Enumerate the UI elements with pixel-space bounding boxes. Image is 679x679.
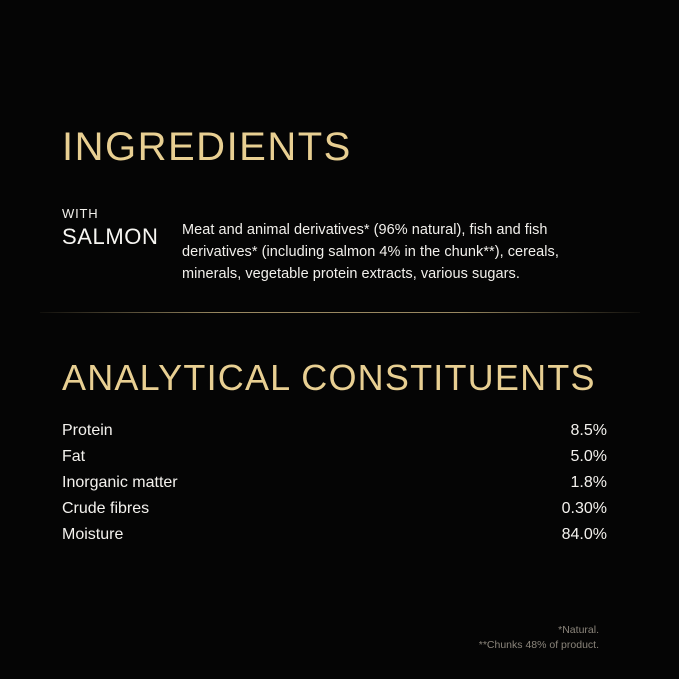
constituent-row: [62, 496, 607, 522]
constituent-value: 5.0%: [570, 448, 607, 465]
variant-block: [62, 204, 182, 250]
ingredients-heading: INGREDIENTS: [62, 125, 352, 169]
dot-leader: [157, 509, 547, 510]
constituent-label: Protein: [62, 422, 113, 439]
constituents-list: [62, 418, 607, 548]
constituent-value: 0.30%: [561, 500, 607, 517]
constituent-row: [62, 470, 607, 496]
variant-prefix-label: WITH: [62, 206, 99, 221]
ingredients-body: [62, 204, 622, 299]
dot-leader: [186, 483, 547, 484]
constituent-row: [62, 522, 607, 548]
footnote-chunks: **Chunks 48% of product.: [478, 639, 599, 651]
variant-name-label: SALMON: [62, 224, 159, 249]
constituent-value: 8.5%: [570, 422, 607, 439]
dot-leader: [93, 457, 547, 458]
constituent-value: 84.0%: [561, 526, 607, 543]
analytical-constituents-heading: ANALYTICAL CONSTITUENTS: [62, 357, 596, 398]
dot-leader: [131, 535, 547, 536]
constituent-label: Crude fibres: [62, 500, 150, 517]
ingredients-text: Meat and animal derivatives* (96% natural), fish and fish derivatives* (including salmon 4% in the chunk**), cereals, minerals, vegetable protein extracts, various sugars.: [182, 221, 559, 282]
constituent-value: 1.8%: [570, 474, 607, 491]
constituent-label: Moisture: [62, 526, 124, 543]
constituent-label: Inorganic matter: [62, 474, 178, 491]
constituent-label: Fat: [62, 448, 86, 465]
footnote-natural: *Natural.: [558, 624, 599, 636]
constituent-row: [62, 418, 607, 444]
section-divider: [40, 312, 640, 313]
dot-leader: [121, 431, 547, 432]
ingredients-section: [62, 124, 622, 299]
constituent-row: [62, 444, 607, 470]
analytical-constituents-section: [62, 356, 607, 548]
footnotes: [479, 623, 599, 653]
